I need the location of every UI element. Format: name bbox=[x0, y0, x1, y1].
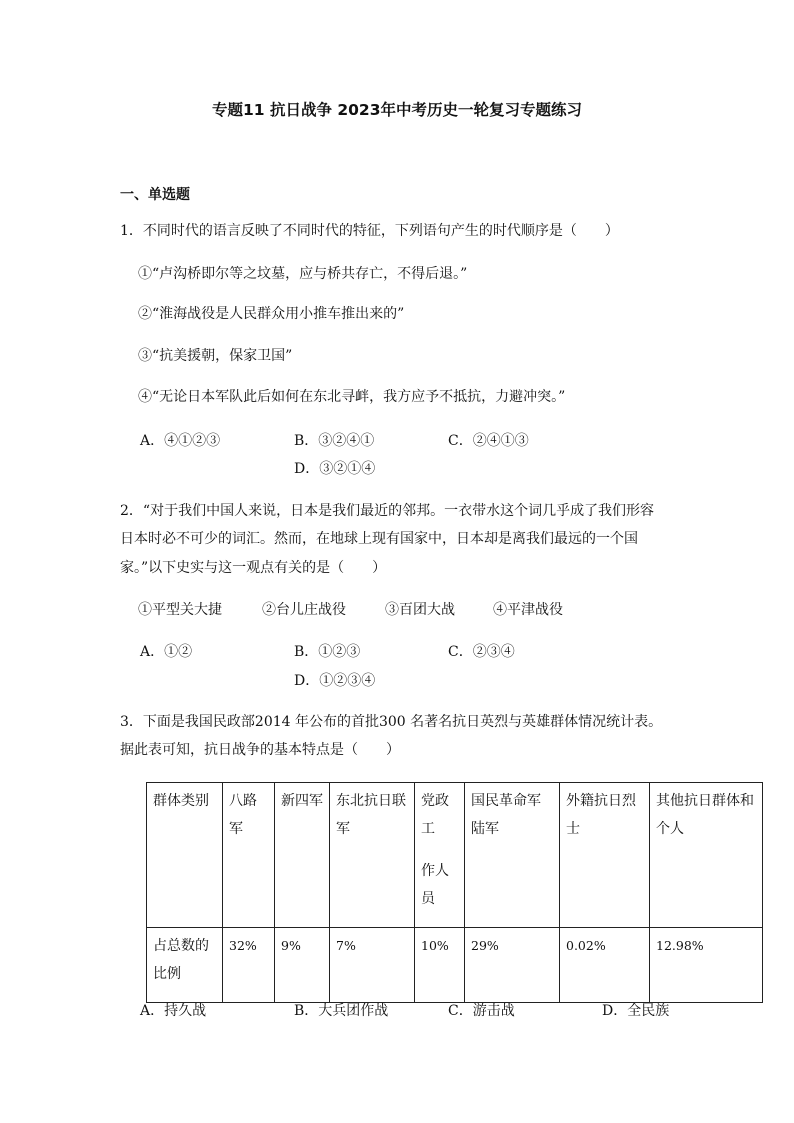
table-cell: 29% bbox=[465, 928, 560, 1003]
question-2-option-a[interactable]: A．①② bbox=[140, 644, 193, 660]
question-2-item-2: ②台儿庄战役 bbox=[262, 602, 346, 618]
question-1-option-c[interactable]: C．②④①③ bbox=[448, 433, 529, 449]
page-title: 专题11 抗日战争 2023年中考历史一轮复习专题练习 bbox=[211, 101, 582, 119]
table-cell: 32% bbox=[223, 928, 275, 1003]
question-3-option-c[interactable]: C．游击战 bbox=[448, 1003, 515, 1019]
question-2-stem-line-3: 家。”以下史实与这一观点有关的是（ ） bbox=[120, 560, 387, 576]
question-3-stem-line-1: 3．下面是我国民政部2014 年公布的首批300 名著名抗日英烈与英雄群体情况统计表。 bbox=[120, 714, 663, 730]
table-cell: 12.98% bbox=[650, 928, 763, 1003]
question-1-item-3: ③“抗美援朝，保家卫国” bbox=[138, 348, 293, 364]
table-cell: 0.02% bbox=[560, 928, 650, 1003]
table-header-cell: 东北抗日联军 bbox=[330, 783, 415, 928]
question-2-option-b[interactable]: B．①②③ bbox=[294, 644, 361, 660]
table-header-cell: 八路军 bbox=[223, 783, 275, 928]
table-header-cell: 群体类别 bbox=[147, 783, 223, 928]
table-row bbox=[147, 928, 763, 1003]
question-1-item-2: ②“淮海战役是人民群众用小推车推出来的” bbox=[138, 306, 405, 322]
statistics-table bbox=[146, 782, 763, 1003]
table-row-label: 占总数的比例 bbox=[147, 928, 223, 1003]
table-header-cell: 其他抗日群体和个人 bbox=[650, 783, 763, 928]
question-3-option-a[interactable]: A．持久战 bbox=[140, 1003, 207, 1019]
question-3-option-b[interactable]: B．大兵团作战 bbox=[294, 1003, 389, 1019]
question-1-stem: 1．不同时代的语言反映了不同时代的特征，下列语句产生的时代顺序是（ ） bbox=[120, 223, 619, 239]
table-cell: 9% bbox=[275, 928, 330, 1003]
table-cell: 7% bbox=[330, 928, 415, 1003]
question-2-stem-line-1: 2．“对于我们中国人来说，日本是我们最近的邻邦。一衣带水这个词几乎成了我们形容 bbox=[120, 503, 655, 519]
table-header-party-line-1: 党政工 bbox=[421, 793, 449, 837]
table-header-row bbox=[147, 783, 763, 928]
table-header-cell: 新四军 bbox=[275, 783, 330, 928]
question-1-item-4: ④“无论日本军队此后如何在东北寻衅，我方应予不抵抗，力避冲突。” bbox=[138, 389, 566, 405]
question-2-option-c[interactable]: C．②③④ bbox=[448, 644, 515, 660]
question-1-option-b[interactable]: B．③②④① bbox=[294, 433, 375, 449]
question-2-stem-line-2: 日本时必不可少的词汇。然而，在地球上现有国家中，日本却是离我们最远的一个国 bbox=[120, 531, 638, 547]
table-header-party-line-2: 作人员 bbox=[421, 863, 449, 907]
question-2-option-d[interactable]: D．①②③④ bbox=[294, 673, 376, 689]
question-3-stem-line-2: 据此表可知，抗日战争的基本特点是（ ） bbox=[120, 742, 400, 758]
question-1-option-a[interactable]: A．④①②③ bbox=[140, 433, 221, 449]
question-2-item-3: ③百团大战 bbox=[385, 602, 455, 618]
table-header-cell: 外籍抗日烈士 bbox=[560, 783, 650, 928]
question-2-item-4: ④平津战役 bbox=[493, 602, 563, 618]
question-2-item-1: ①平型关大捷 bbox=[138, 602, 222, 618]
question-3-option-d[interactable]: D．全民族 bbox=[602, 1003, 670, 1019]
table-cell: 10% bbox=[415, 928, 465, 1003]
question-1-option-d[interactable]: D．③②①④ bbox=[294, 461, 376, 477]
question-1-item-1: ①“卢沟桥即尔等之坟墓，应与桥共存亡，不得后退。” bbox=[138, 266, 468, 282]
section-heading: 一、单选题 bbox=[120, 187, 190, 203]
table-header-cell-party bbox=[415, 783, 465, 928]
table-header-cell: 国民革命军陆军 bbox=[465, 783, 560, 928]
